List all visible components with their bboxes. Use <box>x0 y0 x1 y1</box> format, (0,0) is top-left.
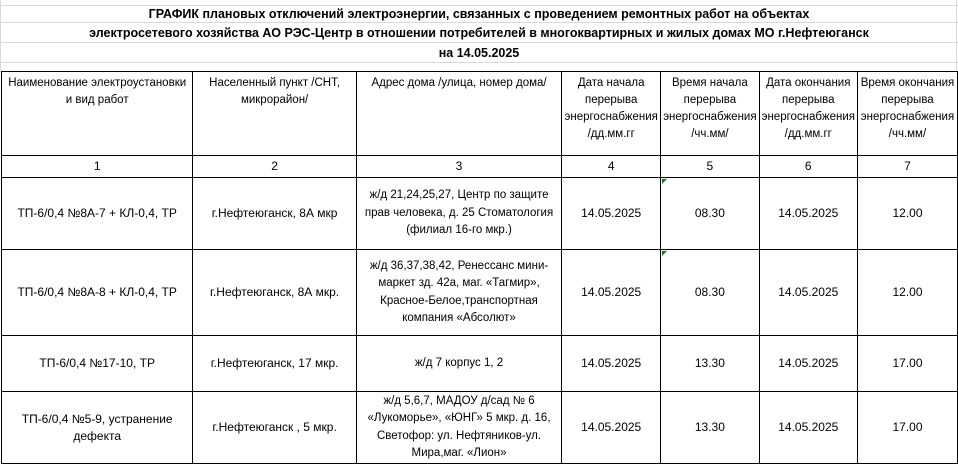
locality-cell[interactable]: г.Нефтеюганск, 8А мкр. <box>193 250 356 336</box>
outage-schedule-table <box>1 71 958 464</box>
header-start-time[interactable]: Время начала перерыва энергоснабжения /чч.мм/ <box>661 72 759 156</box>
header-equipment[interactable]: Наименование электроустановки и вид работ <box>2 72 193 156</box>
end-time-cell[interactable]: 12.00 <box>857 178 957 250</box>
comment-marker-icon <box>662 179 667 184</box>
address-cell[interactable]: ж/д 21,24,25,27, Центр по защите прав человека, д. 25 Стоматология (филиал 16-го мкр.) <box>356 178 561 250</box>
table-row <box>2 336 958 392</box>
start-time-cell[interactable]: 13.30 <box>661 392 759 464</box>
column-number[interactable]: 4 <box>562 156 661 178</box>
grid-line <box>0 42 958 43</box>
equipment-cell[interactable]: ТП-6/0,4 №8А-8 + КЛ-0,4, ТР <box>2 250 193 336</box>
end-time-cell[interactable]: 17.00 <box>857 392 957 464</box>
locality-cell[interactable]: г.Нефтеюганск, 8А мкр <box>193 178 356 250</box>
start-date-cell[interactable]: 14.05.2025 <box>562 336 661 392</box>
equipment-cell[interactable]: ТП-6/0,4 №17-10, ТР <box>2 336 193 392</box>
start-date-cell[interactable]: 14.05.2025 <box>562 250 661 336</box>
title-line-2: электросетевого хозяйства АО РЭС-Центр в отношении потребителей в многоквартирных и жилых домах МО г.Нефтеюганск <box>89 26 869 40</box>
address-cell[interactable]: ж/д 7 корпус 1, 2 <box>356 336 561 392</box>
equipment-cell[interactable]: ТП-6/0,4 №8А-7 + КЛ-0,4, ТР <box>2 178 193 250</box>
equipment-cell[interactable]: ТП-6/0,4 №5-9, устранение дефекта <box>2 392 193 464</box>
locality-cell[interactable]: г.Нефтеюганск , 5 мкр. <box>193 392 356 464</box>
column-number[interactable]: 1 <box>2 156 193 178</box>
title-line-1: ГРАФИК плановых отключений электроэнергии, связанных с проведением ремонтных работ на объектах <box>148 7 810 21</box>
address-cell[interactable]: ж/д 36,37,38,42, Ренессанс мини-маркет зд. 42а, маг. «Тагмир», Красное-Белое,транспортная компания «Абсолют» <box>356 250 561 336</box>
table-row <box>2 178 958 250</box>
column-number[interactable]: 3 <box>356 156 561 178</box>
end-time-cell[interactable]: 17.00 <box>857 336 957 392</box>
column-number[interactable]: 2 <box>193 156 356 178</box>
header-row <box>2 72 958 156</box>
grid-line <box>0 62 958 63</box>
start-time-cell[interactable]: 13.30 <box>661 336 759 392</box>
table-row <box>2 250 958 336</box>
title-line-3: на 14.05.2025 <box>438 46 520 60</box>
header-end-date[interactable]: Дата окончания перерыва энергоснабжения /дд.мм.гг <box>759 72 857 156</box>
locality-cell[interactable]: г.Нефтеюганск, 17 мкр. <box>193 336 356 392</box>
end-date-cell[interactable]: 14.05.2025 <box>759 250 857 336</box>
header-locality[interactable]: Населенный пункт /СНТ, микрорайон/ <box>193 72 356 156</box>
start-time-cell[interactable]: 08.30 <box>661 250 759 336</box>
column-number[interactable]: 5 <box>661 156 759 178</box>
column-number-row <box>2 156 958 178</box>
comment-marker-icon <box>662 251 667 256</box>
header-address[interactable]: Адрес дома /улица, номер дома/ <box>356 72 561 156</box>
address-cell[interactable]: ж/д 5,6,7, МАДОУ д/сад № 6 «Лукоморье», «ЮНГ» 5 мкр. д. 16, Светофор: ул. Нефтяников-ул. Мира,маг. «Лион» <box>356 392 561 464</box>
end-date-cell[interactable]: 14.05.2025 <box>759 178 857 250</box>
end-date-cell[interactable]: 14.05.2025 <box>759 336 857 392</box>
table-row <box>2 392 958 464</box>
start-time-cell[interactable]: 08.30 <box>661 178 759 250</box>
start-date-cell[interactable]: 14.05.2025 <box>562 178 661 250</box>
grid-line <box>0 22 958 23</box>
end-time-cell[interactable]: 12.00 <box>857 250 957 336</box>
header-start-date[interactable]: Дата начала перерыва энергоснабжения /дд.мм.гг <box>562 72 661 156</box>
column-number[interactable]: 7 <box>857 156 957 178</box>
header-end-time[interactable]: Время окончания перерыва энергоснабжения /чч.мм/ <box>857 72 957 156</box>
start-date-cell[interactable]: 14.05.2025 <box>562 392 661 464</box>
column-number[interactable]: 6 <box>759 156 857 178</box>
end-date-cell[interactable]: 14.05.2025 <box>759 392 857 464</box>
